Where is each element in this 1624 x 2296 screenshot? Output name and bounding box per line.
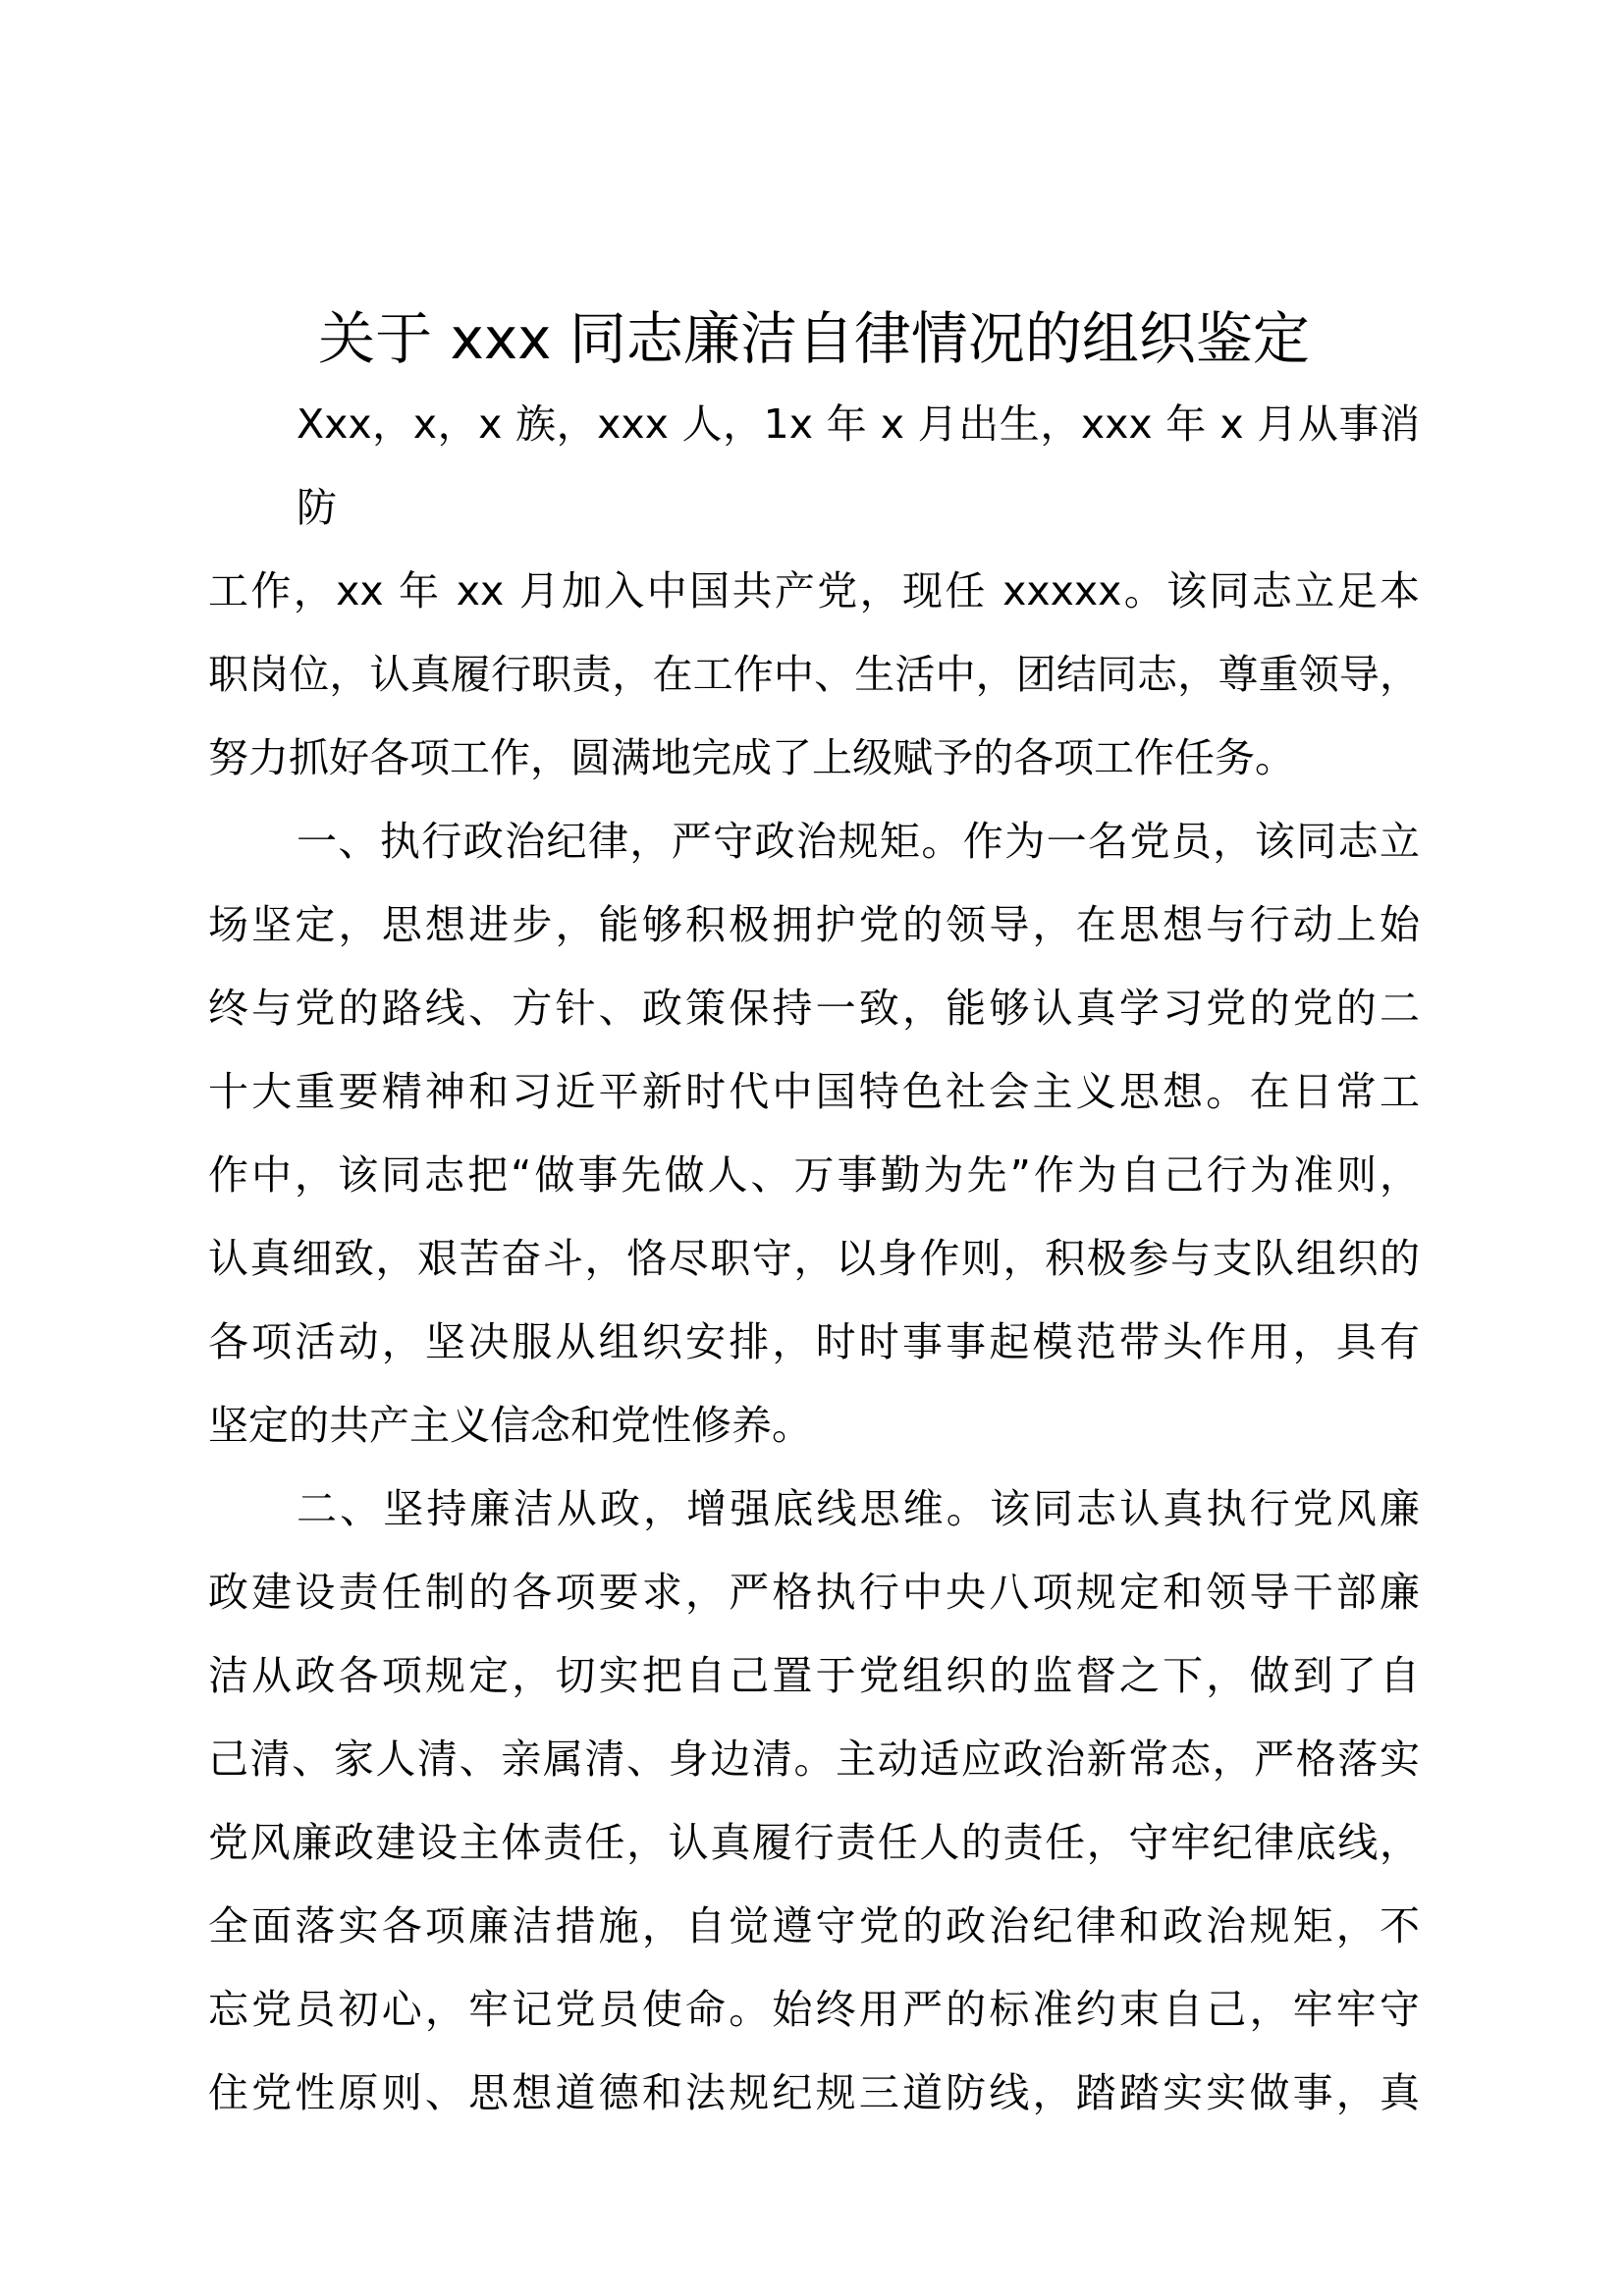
paragraph-3-line: 忘党员初心，牢记党员使命。始终用严的标准约束自己，牢牢守	[208, 1986, 1420, 2033]
paragraph-3-line: 二、坚持廉洁从政，增强底线思维。该同志认真执行党风廉	[297, 1485, 1420, 1532]
paragraph-2-line: 坚定的共产主义信念和党性修养。	[208, 1402, 812, 1449]
paragraph-3-line: 住党性原则、思想道德和法规纪规三道防线，踏踏实实做事，真	[208, 2069, 1420, 2116]
paragraph-2-line: 认真细致，艰苦奋斗，恪尽职守，以身作则，积极参与支队组织的	[208, 1235, 1420, 1282]
paragraph-2-line: 场坚定，思想进步，能够积极拥护党的领导，在思想与行动上始	[208, 901, 1420, 948]
paragraph-3-line: 洁从政各项规定，切实把自己置于党组织的监督之下，做到了自	[208, 1652, 1420, 1699]
paragraph-2-line: 作中，该同志把“做事先做人、万事勤为先”作为自己行为准则，	[208, 1151, 1420, 1199]
paragraph-1-line: 职岗位，认真履行职责，在工作中、生活中，团结同志，尊重领导，	[208, 651, 1420, 698]
paragraph-2-line: 十大重要精神和习近平新时代中国特色社会主义思想。在日常工	[208, 1068, 1420, 1115]
paragraph-3-line: 党风廉政建设主体责任，认真履行责任人的责任，守牢纪律底线，	[208, 1819, 1420, 1866]
paragraph-1-line: 努力抓好各项工作，圆满地完成了上级赋予的各项工作任务。	[208, 734, 1295, 781]
paragraph-3-line: 全面落实各项廉洁措施，自觉遵守党的政治纪律和政治规矩，不	[208, 1902, 1420, 1949]
paragraph-2-line: 各项活动，坚决服从组织安排，时时事事起模范带头作用，具有	[208, 1318, 1420, 1365]
paragraph-1-line: 工作，xx 年 xx 月加入中国共产党，现任 xxxxx。该同志立足本	[208, 567, 1420, 614]
document-body	[208, 383, 1420, 2135]
paragraph-3-line: 政建设责任制的各项要求，严格执行中央八项规定和领导干部廉	[208, 1569, 1420, 1616]
paragraph-1-line: Xxx，x，x 族，xxx 人，1x 年 x 月出生，xxx 年 x 月从事消防	[297, 400, 1420, 531]
paragraph-2-line: 一、执行政治纪律，严守政治规矩。作为一名党员，该同志立	[297, 818, 1420, 865]
paragraph-3-line: 己清、家人清、亲属清、身边清。主动适应政治新常态，严格落实	[208, 1735, 1420, 1783]
document-title: 关于 xxx 同志廉洁自律情况的组织鉴定	[318, 305, 1310, 372]
paragraph-2-line: 终与党的路线、方针、政策保持一致，能够认真学习党的党的二	[208, 985, 1420, 1032]
